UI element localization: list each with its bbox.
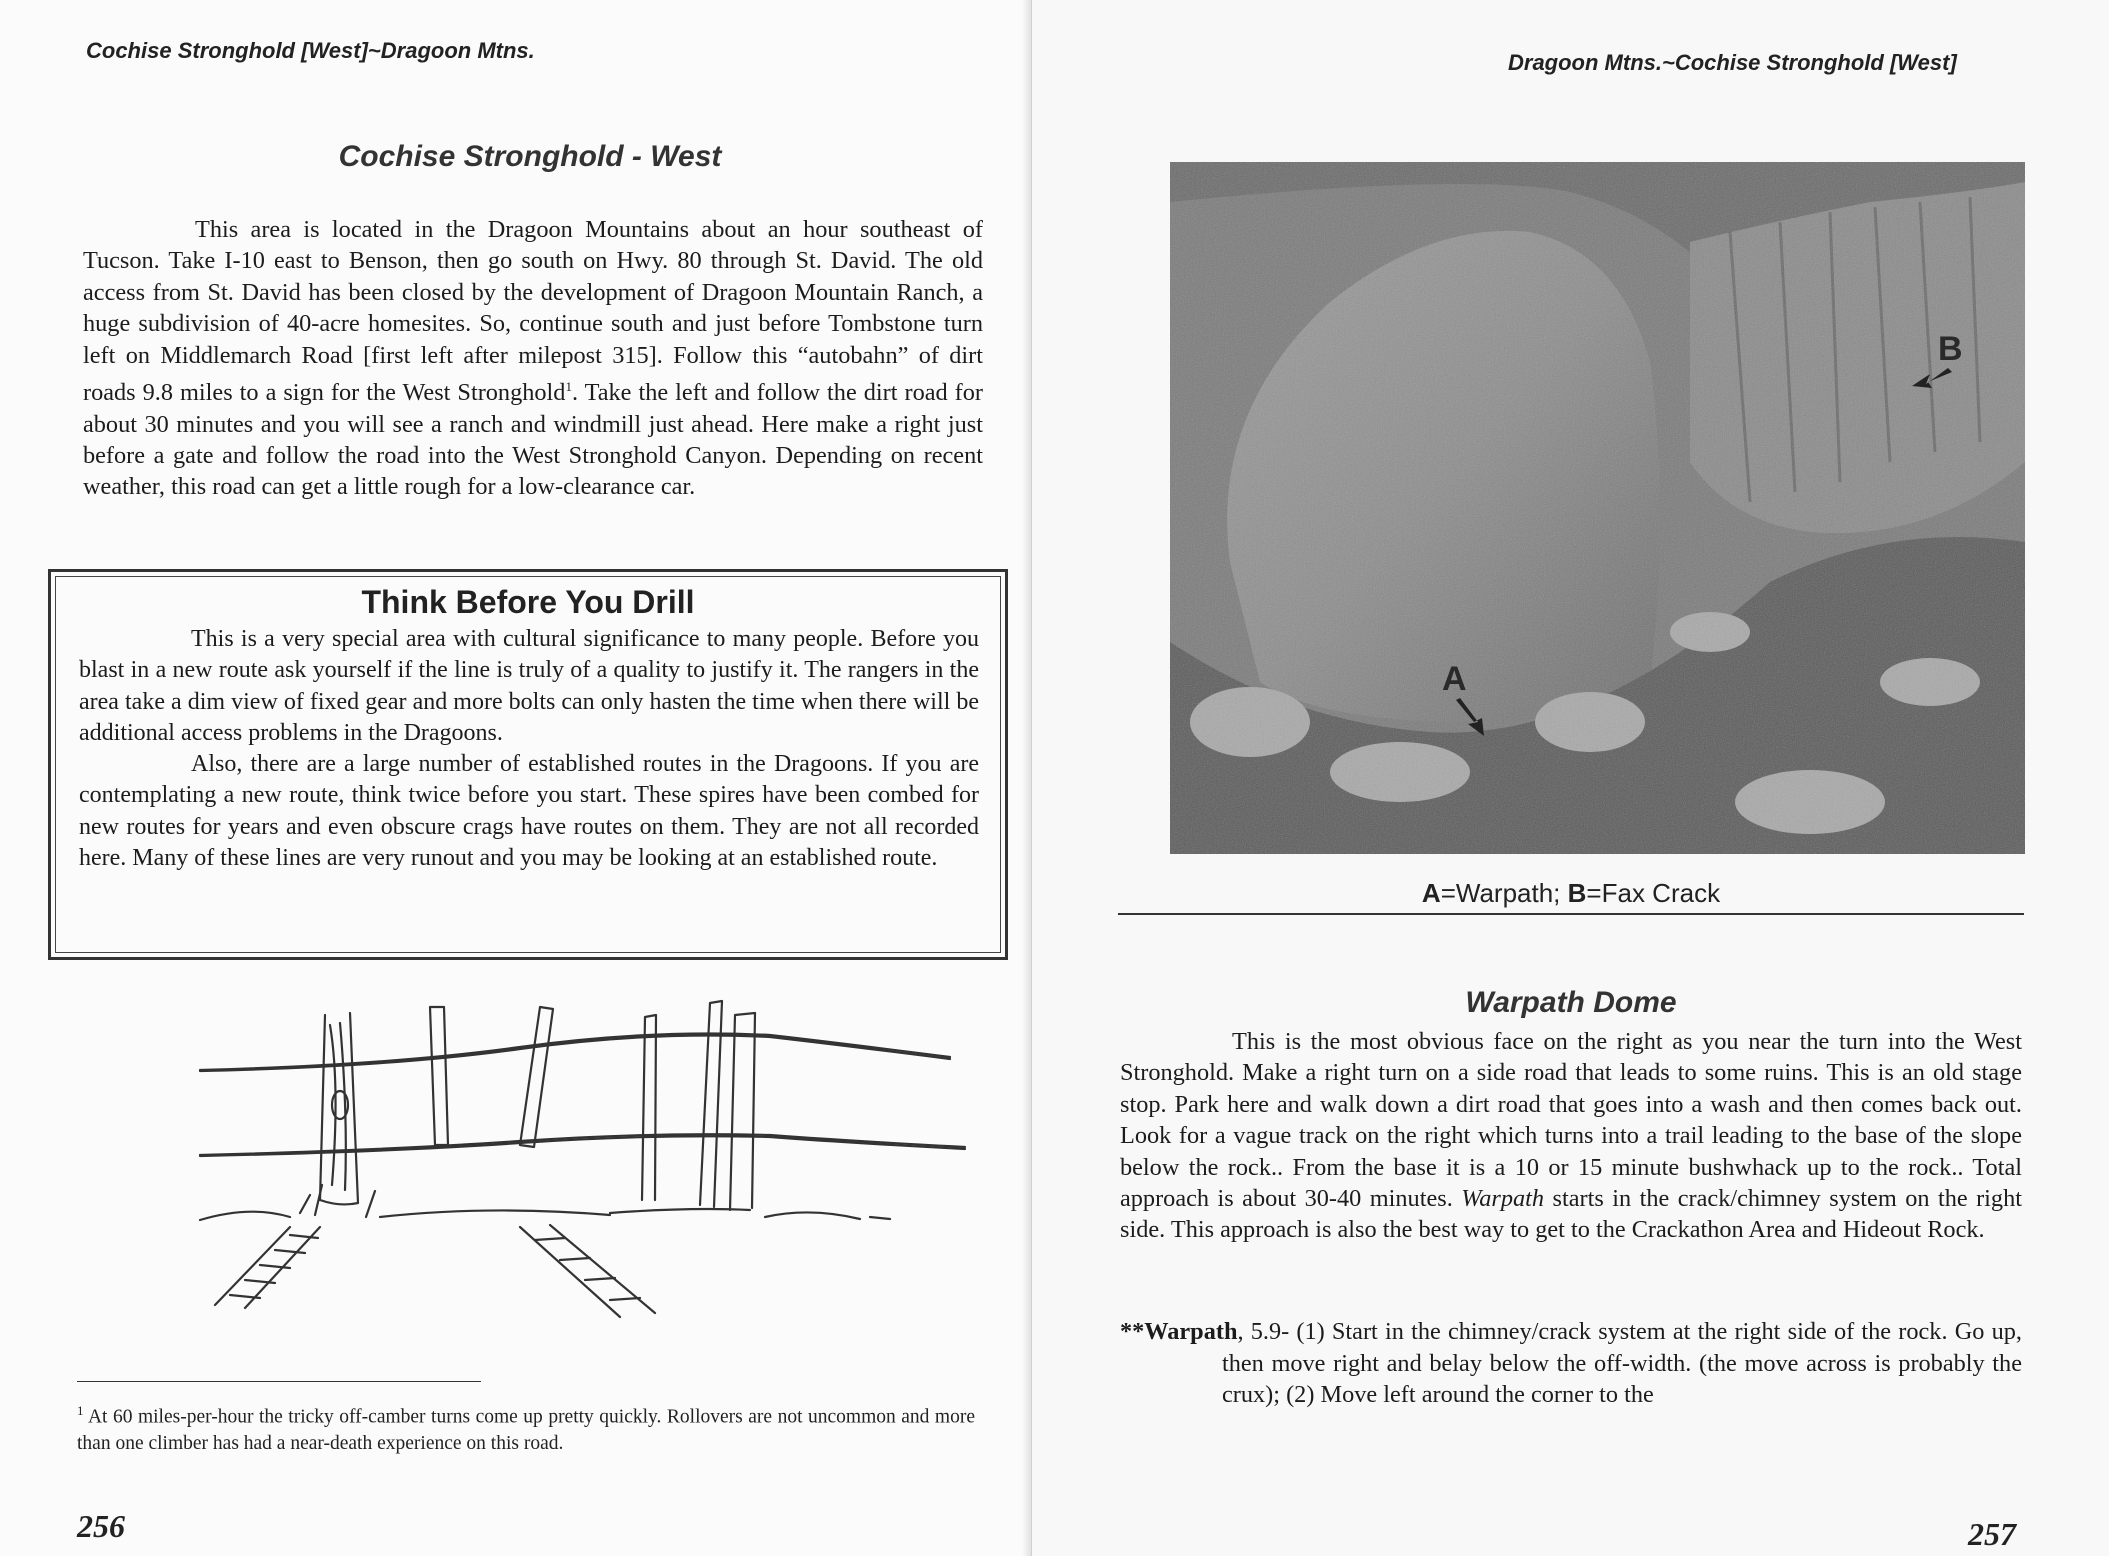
fence-post-2 <box>430 1007 448 1145</box>
page-number-left: 256 <box>77 1508 125 1544</box>
warpath-route-ref: Warpath <box>1461 1185 1545 1213</box>
footnote-rule <box>77 1381 481 1382</box>
intro-paragraph <box>83 214 983 503</box>
footnote-ref[interactable]: 1 <box>565 379 572 395</box>
svg-text:A: A <box>1442 660 1467 698</box>
warpath-dome-photo <box>1170 162 2025 854</box>
left-page <box>0 0 1032 1556</box>
wheel-track-right <box>520 1225 655 1317</box>
fence-wire-top <box>200 1034 950 1071</box>
caption-b-text: =Fax Crack <box>1586 878 1721 908</box>
warpath-intro-after: starts in the crack/chimney system on the right side. This approach is also the best way to get to the Crackathon Area and Hideout Rock. <box>1120 1185 2022 1244</box>
fence-illustration <box>190 995 990 1355</box>
route-description-warpath <box>1120 1316 2022 1411</box>
footnote-mark: 1 <box>77 1403 84 1418</box>
warpath-intro-text: This is the most obvious face on the right as you near the turn into the West Stronghold. Make a right turn on a side road that leads to some ruins. This is an old stage stop. Park here and walk down a dirt road that goes into a wash and then comes back out. Look for a vague track on the right which turns into a trail leading to the base of the slope below the rock.. From the base it is a 10 or 15 minute bushwhack up to the rock.. Total approach is about 30-40 minutes. <box>1120 1028 2022 1213</box>
caption-a: A <box>1421 878 1441 908</box>
fence-post-1 <box>320 1013 358 1204</box>
caption-b: B <box>1567 878 1587 908</box>
grass-line <box>200 1185 890 1220</box>
fence-post-6 <box>730 1013 755 1210</box>
caption-rule <box>1118 913 2024 915</box>
route-text: , 5.9- (1) Start in the chimney/crack system at the right side of the rock. Go up, then move right and belay below the off-width. (the move across is probably the crux); (2) Move left around the corner to the <box>1222 1318 2022 1409</box>
box-paragraph-2: Also, there are a large number of established routes in the Dragoons. If you are contemplating a new route, think twice before you start. These spires have been combed for new routes for years and even obscure crags have routes on them. They are not all recorded here. Many of these lines are very runout and you may be looking at an established route. <box>79 751 979 872</box>
section-title-warpath-dome: Warpath Dome <box>1465 986 1677 1019</box>
route-name: **Warpath <box>1120 1318 1238 1345</box>
box-paragraph-1: This is a very special area with cultural significance to many people. Before you blast in a new route ask yourself if the line is truly of a quality to justify it. The rangers in the area take a dim view of fixed gear and more bolts can only hasten the time when there will be additional access problems in the Dragoons. <box>79 626 979 746</box>
intro-text-after: . Take the left and follow the dirt road for about 30 minutes and you will see a ranch and windmill just ahead. Here make a right just before a gate and follow the road into the West Stronghold Canyon. Depending on recent weather, this road can get a little rough for a low-clearance car. <box>83 379 983 501</box>
fence-post-4 <box>642 1015 656 1200</box>
footnote <box>77 1398 975 1457</box>
photo-caption <box>1118 878 2024 909</box>
right-running-head: Dragoon Mtns.~Cochise Stronghold [West] <box>1508 50 1957 75</box>
box-text <box>79 624 979 874</box>
footnote-text: At 60 miles-per-hour the tricky off-camber turns come up pretty quickly. Rollovers are not uncommon and more than one climber has had a near-death experience on this road. <box>77 1406 975 1454</box>
think-before-you-drill-box <box>48 569 1008 960</box>
section-title-cochise: Cochise Stronghold - West <box>338 140 722 173</box>
fence-post-3 <box>520 1007 553 1147</box>
fence-post-5 <box>700 1001 722 1207</box>
svg-text:B: B <box>1938 330 1963 368</box>
caption-a-text: =Warpath; <box>1440 878 1568 908</box>
wheel-track-left <box>215 1227 320 1308</box>
warpath-intro <box>1120 1026 2022 1246</box>
page-number-right: 257 <box>1968 1516 2016 1552</box>
box-title: Think Before You Drill <box>361 584 695 620</box>
fence-wire-bottom-2 <box>200 1136 965 1156</box>
left-running-head: Cochise Stronghold [West]~Dragoon Mtns. <box>86 38 535 63</box>
photo-grain <box>1170 162 2025 854</box>
intro-text: This area is located in the Dragoon Mountains about an hour southeast of Tucson. Take I-10 east to Benson, then go south on Hwy. 80 through St. David. The old access from St. David has been closed by the development of Dragoon Mountain Ranch, a huge subdivision of 40-acre homesites. So, continue south and just before Tombstone turn left on Middlemarch Road [first left after milepost 315]. Follow this “autobahn” of dirt roads 9.8 miles to a sign for the West Stronghold <box>83 216 983 407</box>
